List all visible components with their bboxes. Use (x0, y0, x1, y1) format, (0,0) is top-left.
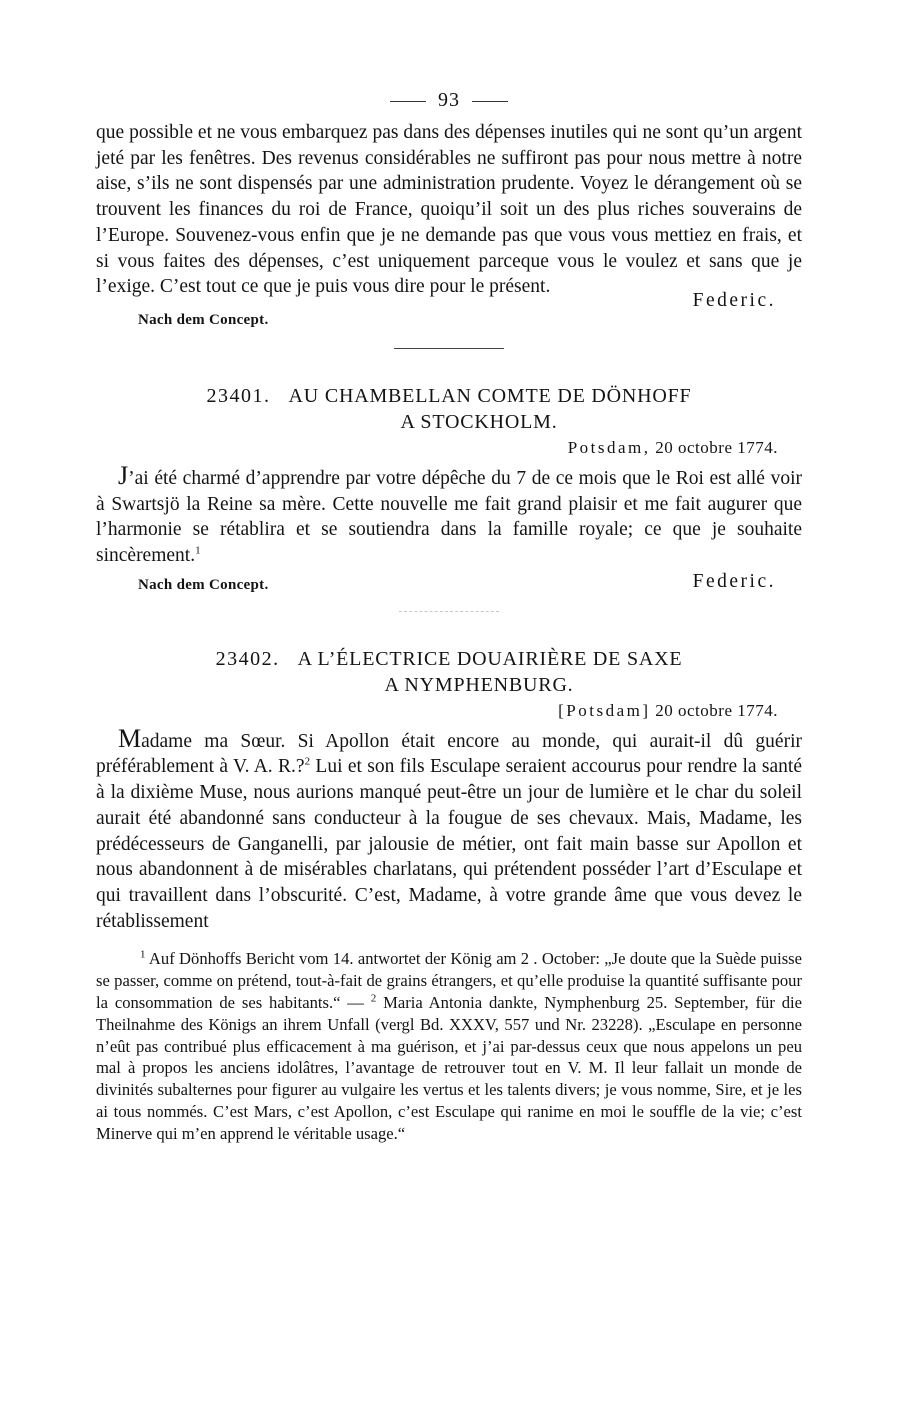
letter-23401-closing (96, 569, 802, 597)
letter-23401-source-note: Nach dem Concept. (138, 576, 269, 593)
letter-23401-addressee: AU CHAMBELLAN COMTE DE DÖNHOFF (288, 384, 692, 407)
continuation-paragraph: que possible et ne vous embarquez pas dans des dépenses inutiles qui ne sont qu’un argent jeté par les fenêtres. Des revenus considérables ne suffiront pas pour nous mettre à notre aise, s’ils ne sont dispensés par une administration prudente. Voyez le dérangement où se trouvent les finances du roi de France, quoiqu’il soit un des plus riches souverains de l’Europe. Souvenez-vous enfin que je ne demande pas que vous vous mettiez en frais, et si vous faites des dépenses, c’est uniquement parceque vous le voulez et sans que je l’exige. C’est tout ce que je puis vous dire pour le présent. (96, 122, 802, 298)
footnote-1-text: Auf Dönhoffs Bericht vom 14. antwortet der König am 2 . October: „Je doute que la Suède puisse se passer, comme on prétend, tout-à-fait de grains étrangers, et qu’elle produise la quantité suffisante pour la consommation de ses habitants.“ — (96, 949, 802, 1012)
continuation-source-note: Nach dem Concept. (138, 311, 269, 328)
letter-23401-initial: J (118, 460, 129, 490)
book-page (96, 84, 802, 1145)
footnote-block (96, 948, 802, 1144)
dash-left (390, 101, 426, 102)
letter-23402-place: [Potsdam] (558, 700, 651, 720)
letter-23401-place-date (96, 435, 778, 461)
page-number-text: 93 (438, 89, 460, 111)
letter-23402-location: A NYMPHENBURG. (384, 673, 574, 696)
letter-23401-date: 20 octobre 1774. (655, 437, 778, 457)
letter-23402-heading (96, 646, 802, 672)
continuation-closing (96, 289, 802, 334)
letter-23401-text: ’ai été charmé d’apprendre par votre dépêche du 7 de ce mois que le Roi est allé voir à Swartsjö la Reine sa mère. Cette nouvelle me fait grand plaisir et me fait augurer que l’harmonie se rétablira et se soutiendra dans la famille royale; ce que je souhaite sincèrement. (96, 467, 802, 567)
footnote-ref-1: 1 (195, 544, 201, 557)
letter-23402-text-part2: Lui et son fils Esculape seraient accourus pour rendre la santé à la dixième Muse, nous aurions manqué peut-être un jour de lumière et le char du soleil aurait été abandonné sans conducteur à la fougue de ses chevaux. Mais, Madame, les prédécesseurs de Ganganelli, par jalousie de métier, ont fait main basse sur Apollon et nous abandonnent à de misérables charlatans, qui prétendent posséder l’art d’Esculape et qui travaillent dans l’obscurité. C’est, Madame, à votre grande âme que vous devez le rétablissement (96, 756, 802, 932)
section-divider (394, 348, 504, 349)
letter-23402-place-date (96, 698, 778, 724)
continuation-signature: Federic. (692, 289, 776, 311)
footnote-2-text: Maria Antonia dankte, Nymphenburg 25. September, für die Theilnahme des Königs an ihrem Unfall (vergl Bd. XXXV, 557 und Nr. 23228). „Esculape en personne n’eût pas contribué plus efficacement à ma guérison, et j’ai par-dessus ceux que nous appelons un peu mal à propos les anciens idolâtres, l’avantage de retrouver tout en V. M. Il leur fallait un monde de divinités subalternes pour figurer au vulgaire les vertus et les talents divers; je vous nomme, Sire, et je les ai tous nommés. C’est Mars, c’est Apollon, c’est Esculape qui ranime en moi le souffle de la vie; c’est Minerve qui m’en apprend le véritable usage.“ (96, 992, 802, 1143)
footnote-mark-2: 2 (370, 992, 377, 1005)
letter-23402-date: 20 octobre 1774. (655, 700, 778, 720)
letter-23402-initial: M (118, 723, 142, 753)
letter-23401-signature: Federic. (692, 570, 776, 592)
section-divider-faint (399, 611, 499, 612)
letter-23402-number: 23402. (215, 647, 280, 670)
page-number (96, 84, 802, 116)
letter-23401-body (96, 460, 802, 569)
letter-23402-text-part1: adame ma Sœur. Si Apollon était encore au monde, qui aurait-il dû guérir préférablement à V. A. R.? (96, 730, 802, 778)
letter-23401-number: 23401. (206, 384, 271, 407)
dash-right (472, 101, 508, 102)
letter-23402-addressee: A L’ÉLECTRICE DOUAIRIÈRE DE SAXE (297, 647, 683, 670)
footnote-ref-2: 2 (304, 755, 311, 768)
letter-23401-place: Potsdam, (567, 437, 651, 457)
letter-23401-location: A STOCKHOLM. (400, 410, 558, 433)
footnotes (96, 948, 802, 1144)
letter-23401-heading (96, 383, 802, 409)
footnote-mark-1: 1 (140, 948, 146, 961)
letter-23402-body (96, 723, 802, 935)
